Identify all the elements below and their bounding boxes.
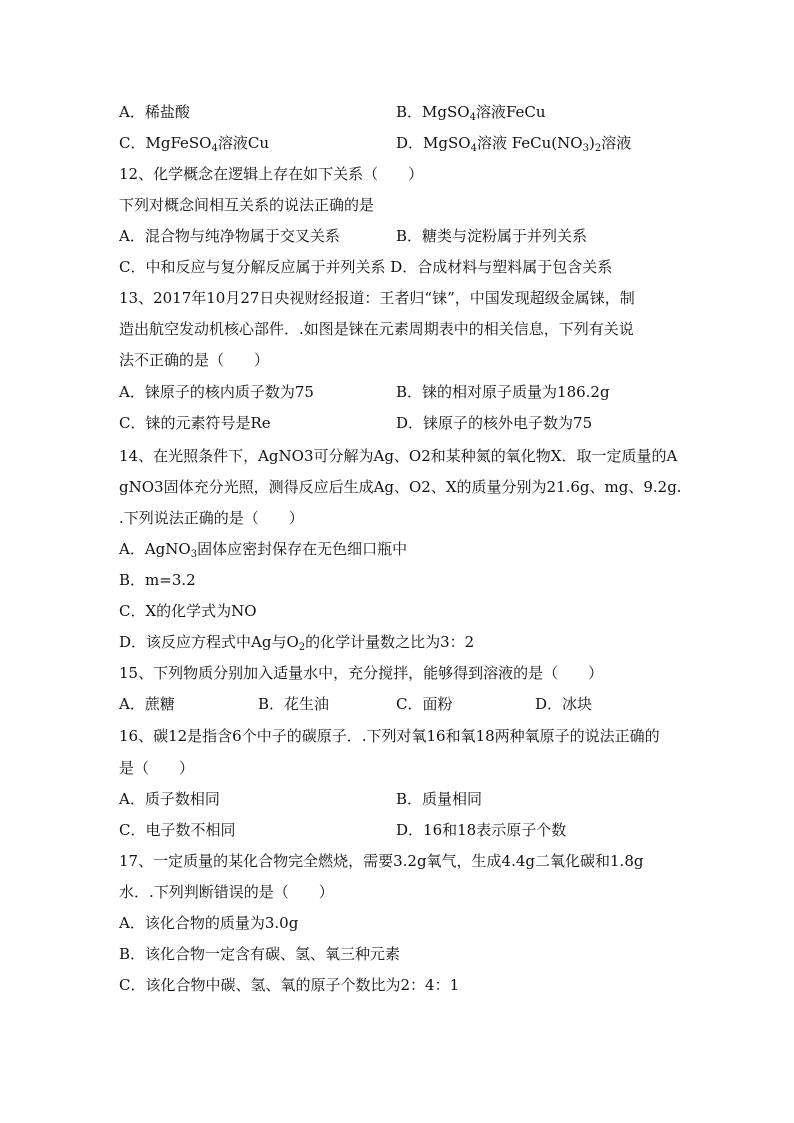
q17-option-b: B．该化合物一定含有碳、氢、氧三种元素: [119, 945, 401, 963]
q14-option-a: A．AgNO$_3$固体应密封保存在无色细口瓶中: [119, 540, 408, 560]
q11-option-c: C．MgFeSO$_4$溶液Cu: [119, 134, 269, 154]
q15-option-a: A．蔗糖: [119, 695, 175, 713]
q11-option-b: B．MgSO$_4$溶液FeCu: [396, 103, 546, 123]
q13-option-c: C．铼的元素符号是Re: [119, 414, 271, 432]
q17-stem-line1: 17、一定质量的某化合物完全燃烧，需要3.2g氧气，生成4.4g二氧化碳和1.8g: [119, 852, 644, 870]
q15-option-d: D．冰块: [535, 695, 593, 713]
q15-option-c: C．面粉: [396, 695, 453, 713]
q13-stem-line2: 造出航空发动机核心部件．.如图是铼在元素周期表中的相关信息，下列有关说: [119, 320, 634, 338]
q15-stem: 15、下列物质分别加入适量水中，充分搅拌，能够得到溶液的是（ ）: [119, 664, 604, 682]
q16-option-d: D．16和18表示原子个数: [396, 821, 567, 839]
q14-stem-line2: gNO3固体充分光照，测得反应后生成Ag、O2、X的质量分别为21.6g、mg、9.2g.: [119, 478, 682, 496]
q16-option-a: A．质子数相同: [119, 790, 220, 808]
q12-stem-line2: 下列对概念间相互关系的说法正确的是: [119, 196, 375, 214]
q14-option-d: D．该反应方程式中Ag与$O_2$的化学计量数之比为3：2: [119, 633, 475, 653]
q12-options-cd: C．中和反应与复分解反应属于并列关系 D．合成材料与塑料属于包含关系: [119, 258, 613, 276]
q11-option-a: A．稀盐酸: [119, 103, 190, 121]
q17-stem-line2: 水．.下列判断错误的是（ ）: [119, 883, 334, 901]
q13-stem-line1: 13、2017年10月27日央视财经报道：王者归“铼”，中国发现超级金属铼，制: [119, 289, 635, 307]
q14-option-b: B．m=3.2: [119, 571, 196, 589]
q13-stem-line3: 法不正确的是（ ）: [119, 351, 270, 369]
q12-option-b: B．糖类与淀粉属于并列关系: [396, 227, 588, 245]
q16-stem-line1: 16、碳12是指含6个中子的碳原子．.下列对氧16和氧18两种氧原子的说法正确的: [119, 727, 660, 745]
q14-stem-line1: 14、在光照条件下，AgNO3可分解为Ag、O2和某种氮的氧化物X．取一定质量的A: [119, 447, 678, 465]
q16-option-b: B．质量相同: [396, 790, 483, 808]
q13-option-d: D．铼原子的核外电子数为75: [396, 414, 593, 432]
q16-stem-line2: 是（ ）: [119, 759, 195, 777]
q17-option-c: C．该化合物中碳、氢、氧的原子个数比为2：4：1: [119, 976, 460, 994]
q14-stem-line3: .下列说法正确的是（ ）: [119, 509, 304, 527]
q11-option-d: D．MgSO$_4$溶液 $FeCu(NO_3)_2$溶液: [396, 134, 632, 154]
q12-option-a: A．混合物与纯净物属于交叉关系: [119, 227, 340, 245]
q14-option-c: C．X的化学式为NO: [119, 602, 257, 620]
q17-option-a: A．该化合物的质量为3.0g: [119, 914, 299, 932]
q12-stem-line1: 12、化学概念在逻辑上存在如下关系（ ）: [119, 165, 424, 183]
q13-option-b: B．铼的相对原子质量为186.2g: [396, 383, 610, 401]
q13-option-a: A．铼原子的核内质子数为75: [119, 383, 314, 401]
q15-option-b: B．花生油: [258, 695, 330, 713]
q16-option-c: C．电子数不相同: [119, 821, 236, 839]
